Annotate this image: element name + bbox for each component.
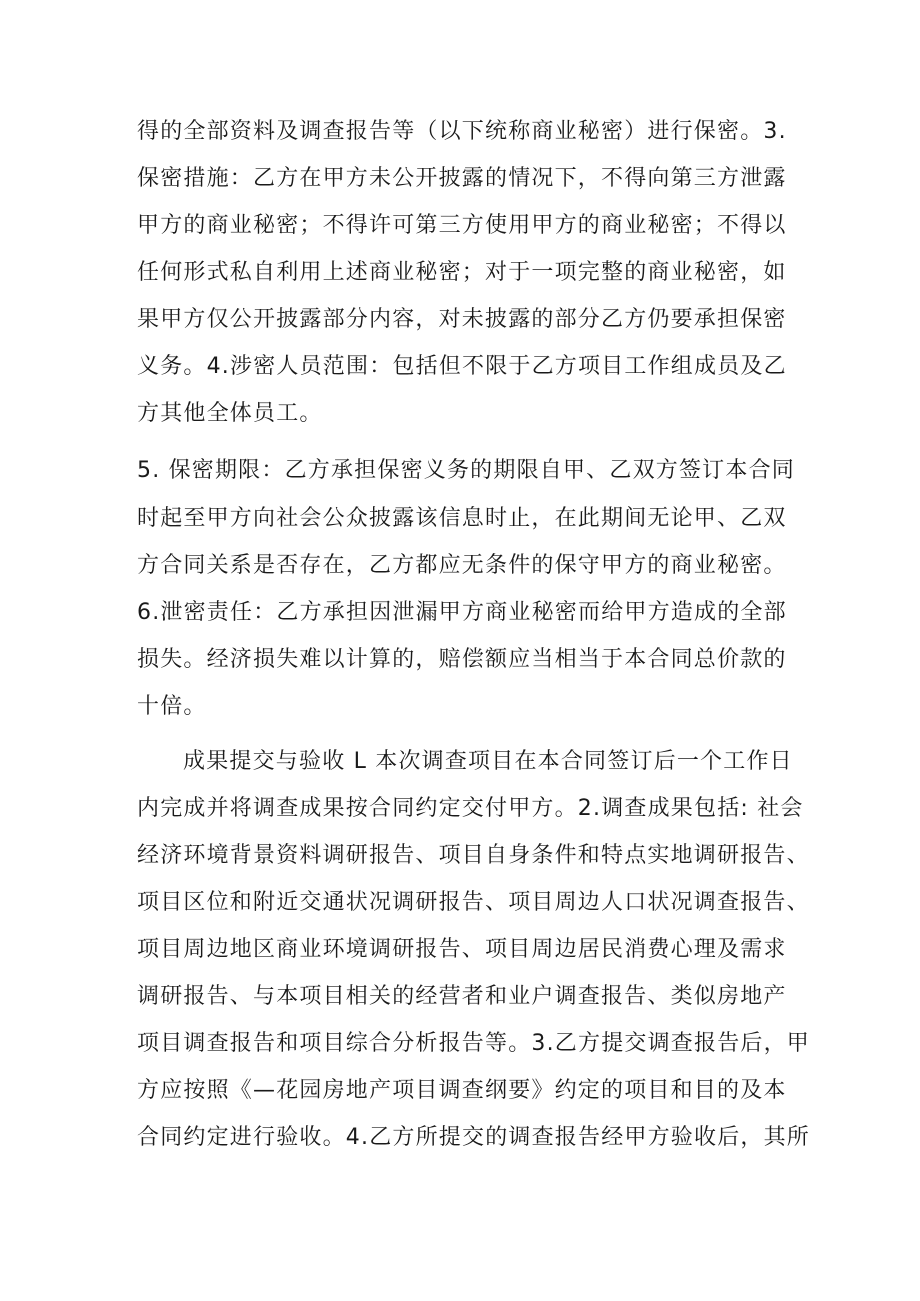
text-line: 时起至甲方向社会公众披露该信息时止，在此期间无论甲、乙双 [137, 506, 787, 531]
text-line: 损失。经济损失难以计算的，赔偿额应当相当于本合同总价款的 [137, 647, 787, 672]
text-line: 十倍。 [137, 694, 207, 719]
text-line: 甲方的商业秘密；不得许可第三方使用甲方的商业秘密；不得以 [137, 213, 787, 238]
text-line: 项目调查报告和项目综合分析报告等。3.乙方提交调查报告后，甲 [137, 1031, 810, 1056]
text-line: 任何形式私自利用上述商业秘密；对于一项完整的商业秘密，如 [137, 260, 787, 285]
text-line: 保密措施：乙方在甲方未公开披露的情况下，不得向第三方泄露 [137, 166, 787, 191]
text-line: 内完成并将调查成果按合同约定交付甲方。2.调查成果包括: 社会 [137, 796, 804, 821]
text-line: 成果提交与验收 L 本次调查项目在本合同签订后一个工作日 [183, 749, 793, 774]
text-line: 方合同关系是否存在，乙方都应无条件的保守甲方的商业秘密。 [137, 553, 787, 578]
text-line: 6.泄密责任：乙方承担因泄漏甲方商业秘密而给甲方造成的全部 [137, 600, 787, 625]
text-line: 项目区位和附近交通状况调研报告、项目周边人口状况调查报告、 [137, 890, 810, 915]
text-line: 项目周边地区商业环境调研报告、项目周边居民消费心理及需求 [137, 937, 787, 962]
text-line: 调研报告、与本项目相关的经营者和业户调查报告、类似房地产 [137, 984, 787, 1009]
text-line: 果甲方仅公开披露部分内容，对未披露的部分乙方仍要承担保密 [137, 307, 787, 332]
text-line: 得的全部资料及调查报告等（以下统称商业秘密）进行保密。3. [137, 119, 787, 144]
text-line: 5. 保密期限：乙方承担保密义务的期限自甲、乙双方签订本合同 [137, 458, 795, 483]
text-line: 经济环境背景资料调研报告、项目自身条件和特点实地调研报告、 [137, 843, 810, 868]
text-line: 合同约定进行验收。4.乙方所提交的调查报告经甲方验收后，其所 [137, 1125, 810, 1150]
text-line: 方应按照《—花园房地产项目调查纲要》约定的项目和目的及本 [137, 1078, 787, 1103]
text-line: 方其他全体员工。 [137, 401, 323, 426]
text-line: 义务。4.涉密人员范围：包括但不限于乙方项目工作组成员及乙 [137, 354, 787, 379]
